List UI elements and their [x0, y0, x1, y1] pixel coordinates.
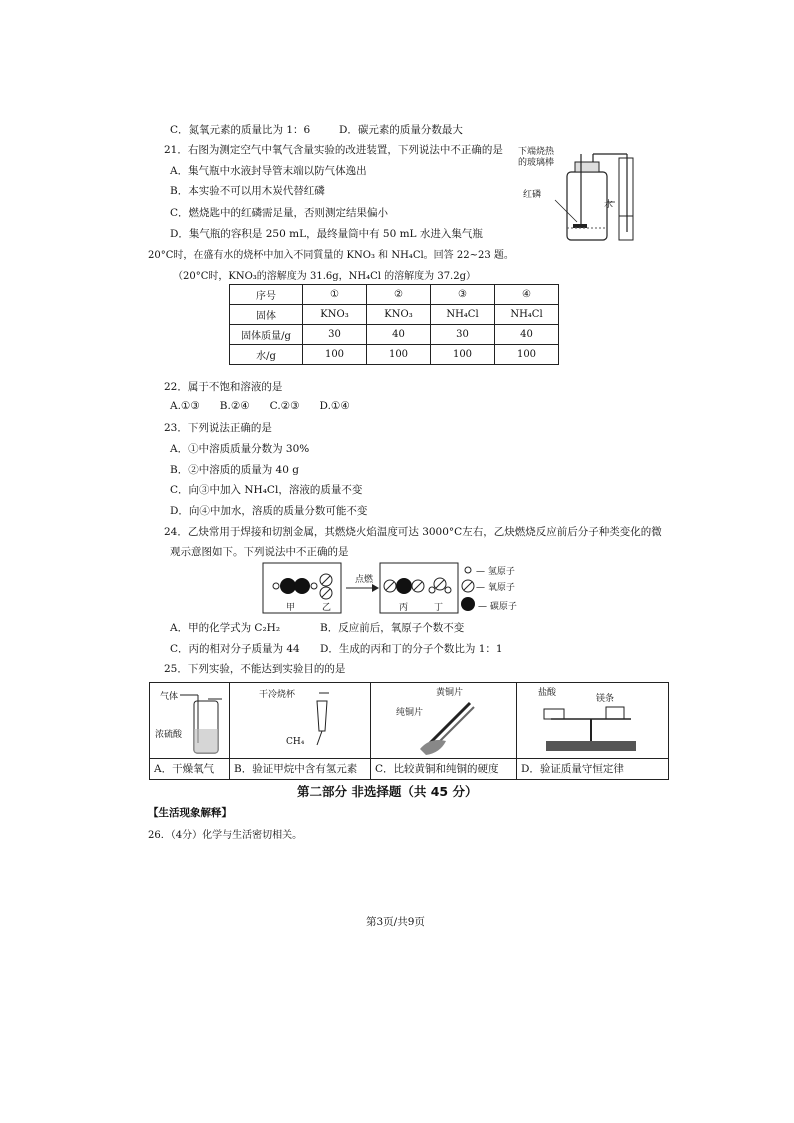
- experiment-table: [149, 682, 669, 780]
- table-cell: 100: [431, 345, 495, 365]
- fig-label-rod-1: 下端烧热: [518, 147, 555, 157]
- q21-option-c: C．燃烧匙中的红磷需足量，否则测定结果偏小: [170, 207, 389, 219]
- label-brass: 黄铜片: [436, 688, 464, 698]
- table-cell: 30: [303, 325, 367, 345]
- q23-option-c: C．向③中加入 NH₄Cl，溶液的质量不变: [170, 484, 363, 496]
- intro-line-1: 20°C时，在盛有水的烧杯中加入不同質量的 KNO₃ 和 NH₄Cl。回答 22~23 题。: [148, 250, 514, 261]
- label-gas: 气体: [160, 692, 179, 702]
- table-cell: ③: [431, 285, 495, 305]
- page-number: 第3页/共9页: [366, 916, 425, 928]
- table-cell: NH₄Cl: [431, 305, 495, 325]
- q23-option-b: B．②中溶质的质量为 40 g: [170, 464, 299, 476]
- label-jia: 甲: [286, 603, 296, 613]
- fig-label-water: 水: [604, 200, 614, 210]
- intro-line-2: （20°C时，KNO₃的溶解度为 31.6g，NH₄Cl 的溶解度为 37.2g）: [173, 271, 477, 282]
- question-21-stem: 21．右图为测定空气中氧气含量实验的改进装置，下列说法中不正确的是: [164, 144, 503, 156]
- question-25-stem: 25．下列实验，不能达到实验目的的是: [164, 663, 346, 675]
- arrow-label-ignite: 点燃: [355, 575, 374, 585]
- legend-hydrogen: — 氢原子: [476, 567, 515, 577]
- table-cell: ④: [495, 285, 559, 305]
- caption-a: A．干燥氧气: [154, 763, 215, 775]
- label-dry-beaker: 干冷烧杯: [259, 690, 296, 700]
- table-cell: 30: [431, 325, 495, 345]
- table-cell: 固体: [230, 305, 303, 325]
- question-23-stem: 23．下列说法正确的是: [164, 422, 272, 434]
- beaker-drawing: [229, 683, 370, 759]
- q23-option-d: D．向④中加水，溶质的质量分数可能不变: [170, 505, 368, 517]
- balance-drawing: [516, 683, 668, 759]
- q21-option-a: A．集气瓶中水液封导管末端以防气体逸出: [170, 165, 367, 177]
- q24-option-c: C．丙的相对分子质量为 44: [170, 643, 300, 655]
- question-26: 26．（4分）化学与生活密切相关。: [148, 830, 303, 841]
- legend-oxygen: — 氧原子: [476, 583, 515, 593]
- table-cell: 100: [367, 345, 431, 365]
- legend-carbon: — 碳原子: [478, 602, 517, 612]
- apparatus-drawing: [515, 144, 645, 244]
- table-row: [230, 325, 559, 345]
- caption-d: D．验证质量守恒定律: [521, 763, 624, 775]
- molecule-diagram: [262, 562, 532, 616]
- label-yi: 乙: [322, 603, 332, 613]
- q24-option-d: D．生成的丙和丁的分子个数比为 1：1: [320, 643, 503, 655]
- table-cell: 40: [495, 325, 559, 345]
- caption-c: C．比较黄铜和纯铜的硬度: [375, 763, 499, 775]
- table-cell: KNO₃: [367, 305, 431, 325]
- q24-option-a: A．甲的化学式为 C₂H₂: [170, 622, 281, 634]
- drying-bottle-drawing: [150, 683, 229, 759]
- apparatus-figure: [515, 144, 645, 244]
- table-row: [230, 305, 559, 325]
- solution-table: [229, 284, 559, 365]
- question-24-stem-2: 观示意图如下。下列说法中不正确的是: [170, 546, 349, 558]
- option-c: C．氮氧元素的质量比为 1：6: [170, 124, 311, 136]
- q22-options: A.①③ B.②④ C.②③ D.①④: [170, 400, 350, 412]
- table-cell: 100: [303, 345, 367, 365]
- q24-option-b: B．反应前后，氧原子个数不变: [320, 622, 465, 634]
- label-ch4: CH₄: [286, 737, 305, 747]
- label-magnesium: 镁条: [596, 694, 615, 704]
- table-cell: 40: [367, 325, 431, 345]
- table-row: [230, 345, 559, 365]
- section-heading: 【生活现象解释】: [148, 807, 232, 819]
- table-cell: 固体质量/g: [230, 325, 303, 345]
- option-d: D．碳元素的质量分数最大: [339, 124, 463, 136]
- q21-option-d: D．集气瓶的容积是 250 mL，最终量筒中有 50 mL 水进入集气瓶: [170, 228, 483, 240]
- question-24-stem-1: 24．乙炔常用于焊接和切割金属，其燃烧火焰温度可达 3000°C左右，乙炔燃烧反应前后分子种类变化的微: [164, 526, 662, 538]
- metal-plates-drawing: [370, 683, 516, 759]
- table-cell: 100: [495, 345, 559, 365]
- q21-option-b: B．本实验不可以用木炭代替红磷: [170, 185, 325, 197]
- fig-label-red-phosphorus: 红磷: [523, 190, 542, 200]
- label-pure-copper: 纯铜片: [396, 708, 424, 718]
- table-cell: ②: [367, 285, 431, 305]
- label-ding: 丁: [434, 603, 444, 613]
- table-row: [230, 285, 559, 305]
- fig-label-rod-2: 的玻璃棒: [518, 158, 555, 168]
- caption-bar: [150, 758, 668, 779]
- table-cell: NH₄Cl: [495, 305, 559, 325]
- table-cell: ①: [303, 285, 367, 305]
- caption-b: B．验证甲烷中含有氢元素: [234, 763, 358, 775]
- part-two-title: 第二部分 非选择题（共 45 分）: [297, 784, 478, 799]
- label-bing: 丙: [399, 603, 409, 613]
- label-conc-sulfuric: 浓硫酸: [155, 730, 183, 740]
- question-22-stem: 22．属于不饱和溶液的是: [164, 381, 283, 393]
- q23-option-a: A．①中溶质质量分数为 30%: [170, 443, 310, 455]
- table-cell: 序号: [230, 285, 303, 305]
- table-cell: KNO₃: [303, 305, 367, 325]
- label-hydrochloric-acid: 盐酸: [538, 688, 557, 698]
- table-cell: 水/g: [230, 345, 303, 365]
